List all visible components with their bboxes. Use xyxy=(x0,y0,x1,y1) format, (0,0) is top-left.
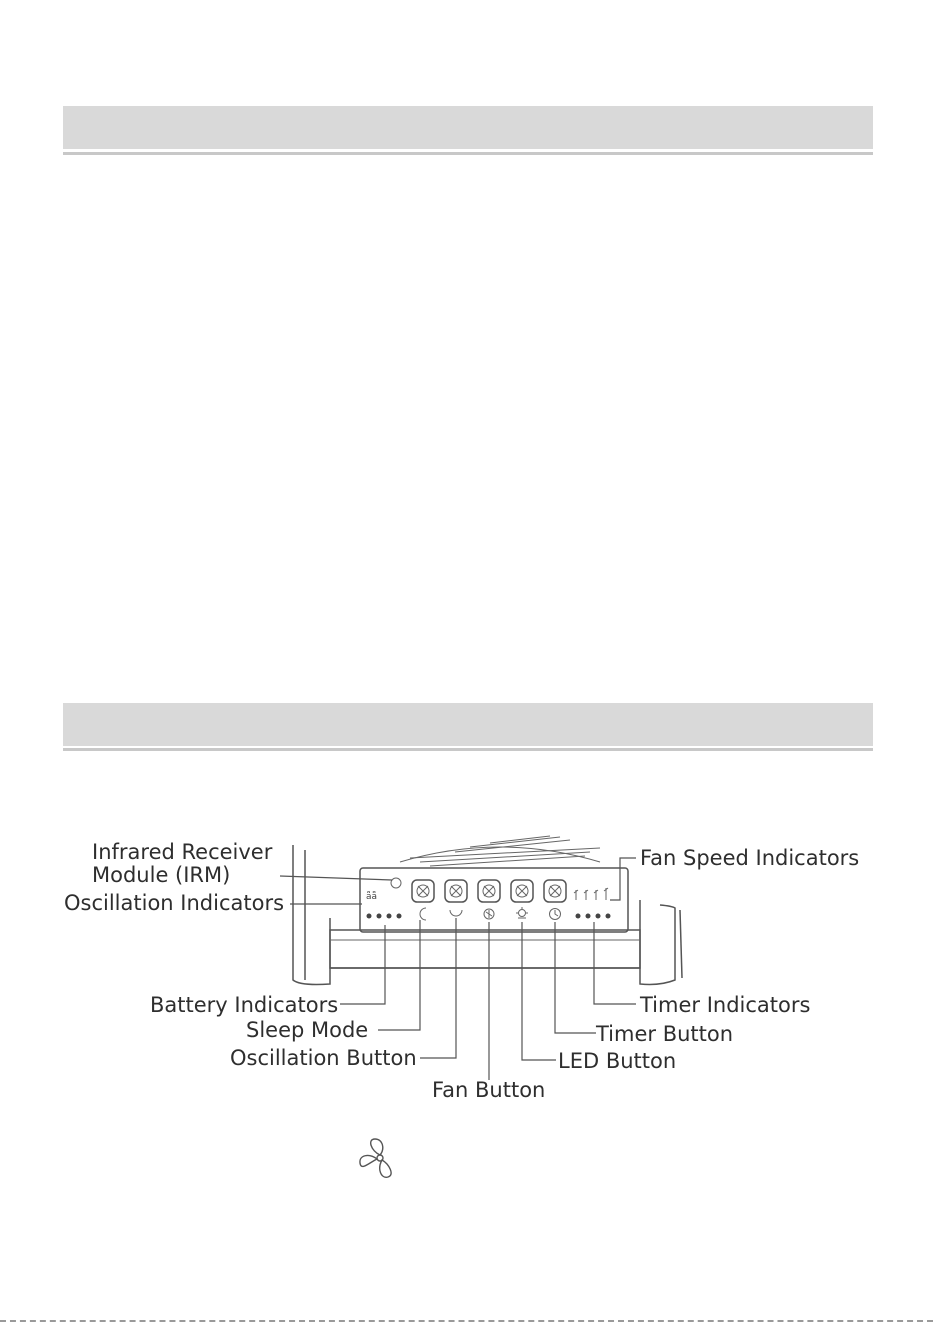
label-fan-speed-indicators: Fan Speed Indicators xyxy=(640,846,860,870)
control-panel xyxy=(360,868,628,932)
label-battery-indicators: Battery Indicators xyxy=(150,993,339,1017)
led-button[interactable] xyxy=(511,880,533,902)
oscillation-button[interactable] xyxy=(445,880,467,902)
label-irm-line1: Infrared Receiver xyxy=(92,840,273,864)
sleep-moon-icon xyxy=(420,908,426,920)
label-timer-button: Timer Button xyxy=(596,1022,734,1046)
section-1-header xyxy=(63,106,873,149)
fan-base-illustration xyxy=(293,845,682,985)
section-2-rule xyxy=(63,748,873,751)
sleep-mode-button[interactable] xyxy=(412,880,434,902)
label-oscillation-button: Oscillation Button xyxy=(230,1046,417,1070)
label-sleep-mode: Sleep Mode xyxy=(246,1018,369,1042)
page-bottom-edge xyxy=(0,1320,933,1322)
oscillation-arc-icon xyxy=(450,910,462,916)
fan-symbol-icon xyxy=(484,909,494,919)
svg-text:ǟǟ: ǟǟ xyxy=(366,892,378,902)
timer-clock-icon xyxy=(550,909,561,920)
label-led-button: LED Button xyxy=(558,1049,677,1073)
section-1-rule xyxy=(63,152,873,155)
timer-button[interactable] xyxy=(544,880,566,902)
led-bulb-icon xyxy=(516,907,528,918)
fan-icon xyxy=(355,1133,405,1183)
grille-illustration xyxy=(400,836,600,866)
label-irm-line2: Module (IRM) xyxy=(92,863,231,887)
fan-button[interactable] xyxy=(478,880,500,902)
section-2-header xyxy=(63,703,873,746)
timer-indicator-icons xyxy=(576,914,611,919)
fan-speed-indicator-icons xyxy=(574,888,608,900)
control-panel-diagram xyxy=(0,820,933,1110)
label-oscillation-indicators: Oscillation Indicators xyxy=(64,891,285,915)
label-fan-button: Fan Button xyxy=(432,1078,546,1102)
infrared-receiver-icon xyxy=(391,878,401,888)
label-timer-indicators: Timer Indicators xyxy=(640,993,811,1017)
battery-indicator-icons xyxy=(367,914,402,919)
oscillation-indicator-icons xyxy=(366,891,377,902)
